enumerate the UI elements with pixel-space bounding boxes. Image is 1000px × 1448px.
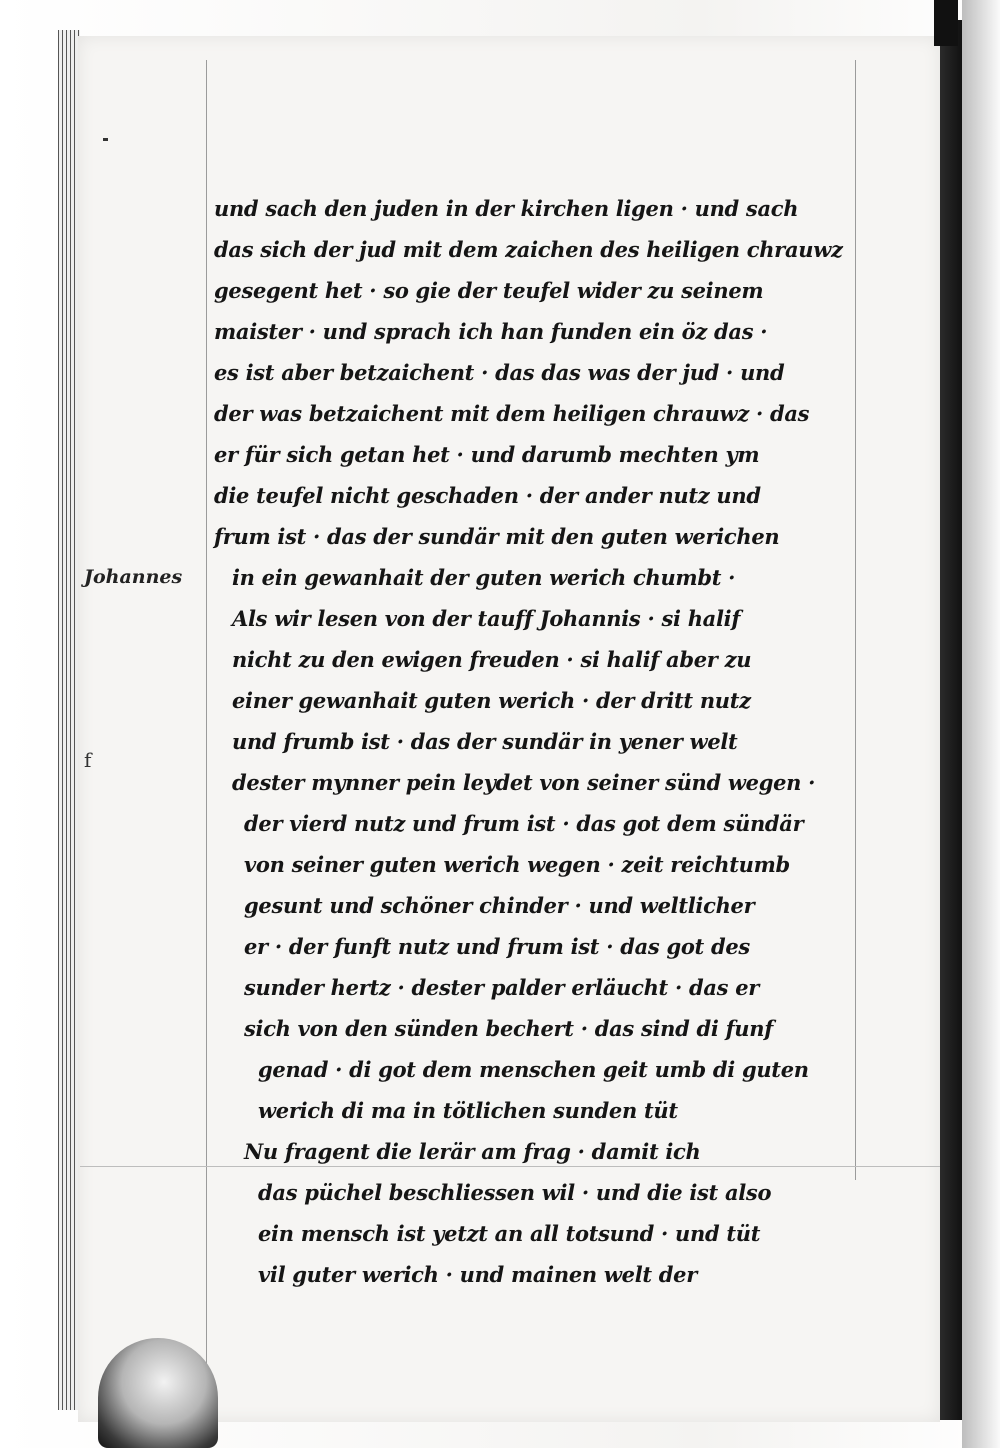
margin-dot: [103, 138, 108, 141]
text-line: genad · di got dem menschen geit umb di guten: [258, 1057, 809, 1082]
text-line: der vierd nutz und frum ist · das got dem sündär: [244, 811, 804, 836]
text-line: der was betzaichent mit dem heiligen chrauwz · das: [214, 401, 810, 426]
text-line: gesegent het · so gie der teufel wider zu seinem: [214, 278, 764, 303]
text-line: von seiner guten werich wegen · zeit reichtumb: [244, 852, 790, 877]
text-line: ein mensch ist yetzt an all totsund · und tüt: [258, 1221, 761, 1246]
text-line: Nu fragent die lerär am frag · damit ich: [244, 1139, 701, 1164]
margin-mark: f: [84, 748, 92, 772]
text-line: das sich der jud mit dem zaichen des heiligen chrauwz: [214, 237, 843, 262]
ruling-line-left: [206, 60, 207, 1420]
thumb-holding-page: [98, 1338, 218, 1448]
text-line: werich di ma in tötlichen sunden tüt: [258, 1098, 678, 1123]
text-line: nicht zu den ewigen freuden · si halif aber zu: [232, 647, 752, 672]
text-line: und sach den juden in der kirchen ligen · und sach: [214, 196, 799, 221]
text-line: es ist aber betzaichent · das das was der jud · und: [214, 360, 785, 385]
page-gutter-shadow: [940, 20, 962, 1420]
text-line: sich von den sünden bechert · das sind di funf: [244, 1016, 773, 1041]
text-line: Als wir lesen von der tauff Johannis · si halif: [232, 606, 741, 631]
page-edge-left: [58, 30, 80, 1410]
text-line: das püchel beschliessen wil · und die ist also: [258, 1180, 772, 1205]
text-block: [214, 188, 914, 1295]
text-line: er · der funft nutz und frum ist · das got des: [244, 934, 750, 959]
scan-border-right: [962, 0, 1000, 1448]
text-line: dester mynner pein leydet von seiner sünd wegen ·: [232, 770, 816, 795]
margin-note: Johannes: [84, 566, 183, 588]
scan-corner-block: [934, 0, 958, 46]
text-line: die teufel nicht geschaden · der ander nutz und: [214, 483, 761, 508]
text-line: in ein gewanhait der guten werich chumbt ·: [232, 565, 736, 590]
text-line: einer gewanhait guten werich · der dritt nutz: [232, 688, 751, 713]
text-line: und frumb ist · das der sundär in yener welt: [232, 729, 738, 754]
text-line: vil guter werich · und mainen welt der: [258, 1262, 698, 1287]
text-line: gesunt und schöner chinder · und weltlicher: [244, 893, 755, 918]
text-line: frum ist · das der sundär mit den guten werichen: [214, 524, 780, 549]
text-line: er für sich getan het · und darumb mechten ym: [214, 442, 760, 467]
text-line: sunder hertz · dester palder erläucht · das er: [244, 975, 760, 1000]
text-line: maister · und sprach ich han funden ein öz das ·: [214, 319, 768, 344]
